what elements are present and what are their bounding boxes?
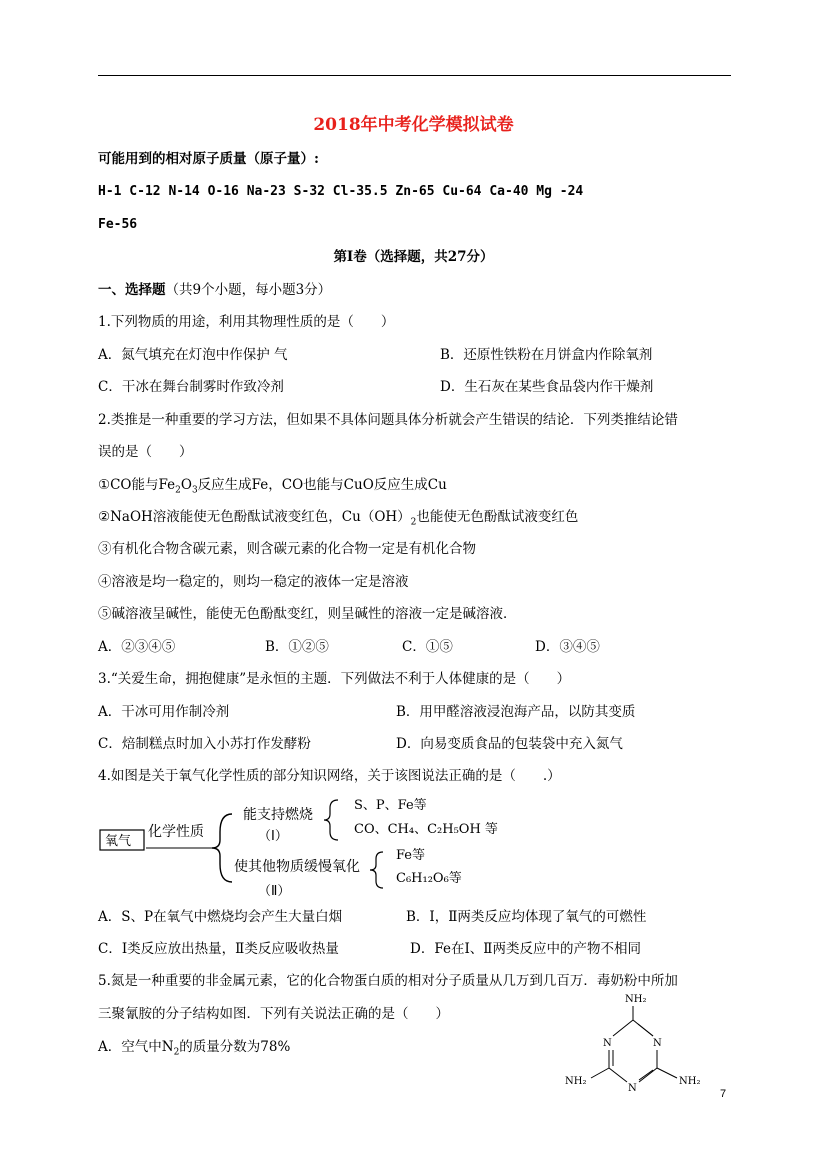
q2-s1-sub-2: 3 (191, 485, 198, 496)
q5-a-pre: A．空气中N (98, 1039, 174, 1055)
q1-option-a: A．氮气填充在灯泡中作保护 气 (98, 347, 288, 363)
q2-s1-part-c: 反应生成Fe，CO也能与CuO反应生成Cu (197, 477, 447, 493)
q2-statement-2 (98, 508, 578, 532)
nh2-top: NH₂ (625, 994, 647, 1005)
main-brace (212, 814, 232, 882)
q3-option-d: D．向易变质食品的包装袋中充入氮气 (396, 736, 623, 752)
branch-2-label: 使其他物质缓慢氧化 (234, 859, 360, 875)
q2-s1-sub-1: 2 (175, 485, 181, 496)
branch-2-item-2: C₆H₁₂O₆等 (396, 871, 462, 886)
ring-n-bottom: N (628, 1083, 637, 1094)
atomic-mass-heading: 可能用到的相对原子质量（原子量）: (98, 151, 319, 167)
nh2-left: NH₂ (565, 1076, 587, 1087)
q2-option-d: D．③④⑤ (535, 639, 600, 655)
q2-statement-3: ③有机化合物含碳元素，则含碳元素的化合物一定是有机化合物 (98, 541, 476, 557)
chem-props-label: 化学性质 (148, 824, 204, 840)
q4-stem: 4.如图是关于氧气化学性质的部分知识网络，关于该图说法正确的是（ .） (98, 768, 561, 784)
q2-s2-sub: 2 (410, 517, 417, 528)
section-heading-rest: （共9个小题，每小题3分） (165, 282, 332, 298)
header-rule (98, 75, 731, 76)
q3-stem: 3.“关爱生命，拥抱健康”是永恒的主题．下列做法不利于人体健康的是（ ） (98, 671, 571, 687)
q2-statement-5: ⑤碱溶液呈碱性，能使无色酚酞变红，则呈碱性的溶液一定是碱溶液． (98, 606, 517, 622)
q2-s2-part-a: ②NaOH溶液能使无色酚酞试液变红色，Cu（OH） (98, 509, 411, 525)
q2-option-a: A．②③④⑤ (98, 639, 176, 655)
branch-1-item-2: CO、CH₄、C₂H₅OH 等 (354, 822, 498, 837)
q2-stem-1: 2.类推是一种重要的学习方法，但如果不具体问题具体分析就会产生错误的结论．下列类推结论错 (98, 412, 678, 428)
q4-option-c: C．Ⅰ类反应放出热量，Ⅱ类反应吸收热量 (98, 941, 339, 957)
branch-1-label: 能支持燃烧 (243, 807, 313, 823)
page-number: 7 (720, 1088, 727, 1100)
q3-option-b: B．用甲醛溶液浸泡海产品，以防其变质 (396, 704, 636, 720)
q5-a-post: 的质量分数为78% (179, 1039, 291, 1055)
branch-2-item-1: Fe等 (396, 848, 426, 863)
section-heading-bold: 一、选择题 (98, 282, 166, 298)
q4-option-a: A．S、P在氧气中燃烧均会产生大量白烟 (98, 909, 343, 925)
section-heading (98, 281, 331, 299)
q2-option-b: B．①②⑤ (265, 639, 329, 655)
melamine-structure (555, 990, 715, 1095)
q2-s1-part-a: ①CO能与Fe (98, 477, 176, 493)
volume-heading: 第Ⅰ卷（选择题，共27分） (333, 249, 494, 265)
q5-stem-1: 5.氮是一种重要的非金属元素，它的化合物蛋白质的相对分子质量从几万到几百万．毒奶粉中所加 (98, 973, 678, 989)
q2-option-c: C．①⑤ (402, 639, 453, 655)
atomic-mass-list-2: Fe-56 (98, 217, 138, 232)
q4-option-d: D．Fe在Ⅰ、Ⅱ两类反应中的产物不相同 (410, 941, 641, 957)
q5-a-sub: 2 (173, 1047, 180, 1058)
q2-stem-2: 误的是（ ） (98, 444, 193, 460)
atomic-mass-list: H-1 C-12 N-14 O-16 Na-23 S-32 Cl-35.5 Zn-65 Cu-64 Ca-40 Mg -24 (98, 184, 584, 199)
branch-1-number: （Ⅰ） (258, 829, 288, 844)
oxygen-knowledge-diagram (98, 792, 518, 900)
q2-s1-part-b: O (180, 477, 192, 493)
ring-n-right: N (653, 1038, 662, 1049)
q3-option-a: A．干冰可用作制冷剂 (98, 704, 230, 720)
nh2-right: NH₂ (679, 1076, 701, 1087)
branch-2-brace (370, 852, 383, 888)
q5-stem-2: 三聚氰胺的分子结构如图．下列有关说法正确的是（ ） (98, 1006, 449, 1022)
q5-option-a (98, 1038, 290, 1062)
branch-1-brace (324, 800, 338, 840)
q2-statement-4: ④溶液是均一稳定的，则均一稳定的液体一定是溶液 (98, 574, 409, 590)
page-title: 2018年中考化学模拟试卷 (313, 115, 514, 135)
q1-option-c: C．干冰在舞台制雾时作致冷剂 (98, 379, 284, 395)
oxygen-label: 氧气 (105, 834, 132, 849)
q2-statement-1 (98, 476, 447, 500)
q1-option-d: D．生石灰在某些食品袋内作干燥剂 (440, 379, 654, 395)
branch-1-item-1: S、P、Fe等 (354, 798, 427, 813)
branch-2-number: （Ⅱ） (258, 884, 291, 899)
q2-s2-part-b: 也能使无色酚酞试液变红色 (416, 509, 579, 525)
ring-n-left: N (603, 1038, 612, 1049)
q1-option-b: B．还原性铁粉在月饼盒内作除氧剂 (440, 347, 653, 363)
q3-option-c: C．焙制糕点时加入小苏打作发酵粉 (98, 736, 311, 752)
q1-stem: 1.下列物质的用途，利用其物理性质的是（ ） (98, 314, 395, 330)
q4-option-b: B．Ⅰ，Ⅱ两类反应均体现了氧气的可燃性 (406, 909, 647, 925)
